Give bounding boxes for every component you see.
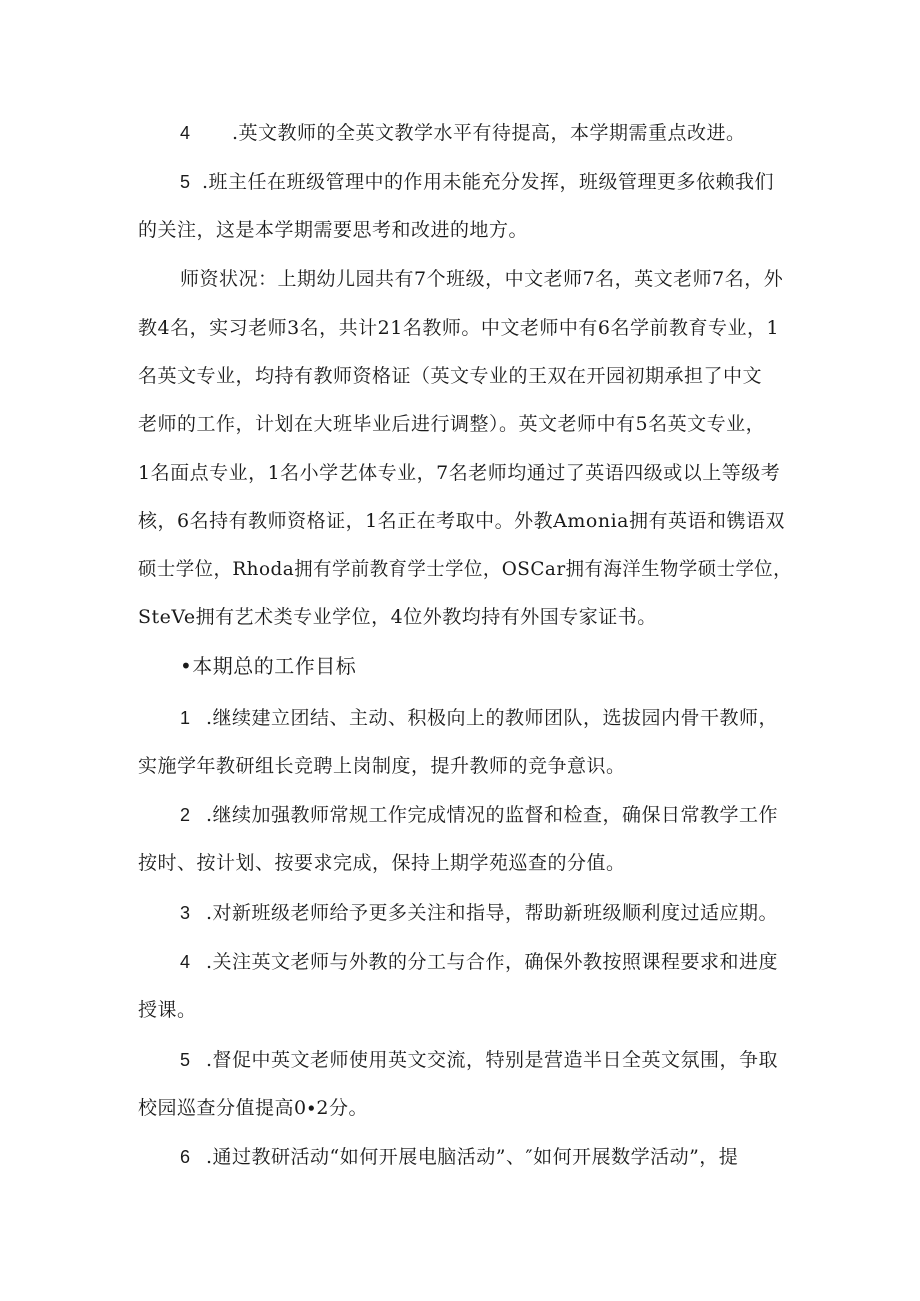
goal-item-1 (180, 706, 778, 730)
staff-paragraph-line: 教4名，实习老师3名，共计21名教师。中文老师中有6名学前教育专业，1 (138, 317, 780, 339)
staff-paragraph-line: 核，6名持有教师资格证，1名正在考取中。外教Amonia拥有英语和镌语双 (138, 510, 785, 532)
goal-item-5 (180, 1048, 778, 1072)
goal-item-4-continuation (138, 998, 197, 1022)
goal-item-3 (180, 901, 778, 925)
goal-number: 6 (180, 1147, 191, 1167)
goal-number: 1 (180, 708, 191, 728)
list-item-5 (180, 170, 774, 194)
goal-number: 2 (180, 805, 191, 825)
goal-item-5-continuation (138, 1096, 368, 1120)
goal-item-2-continuation (138, 851, 626, 875)
goal-item-1-continuation (138, 754, 626, 778)
list-item-text: 的关注，这是本学期需要思考和改进的地方。 (138, 219, 529, 241)
goal-item-6 (180, 1145, 738, 1169)
staff-paragraph-line: 硕士学位，Rhoda拥有学前教育学士学位，OSCar拥有海洋生物学硕士学位， (138, 558, 793, 580)
list-item-5-continuation (138, 218, 528, 242)
goal-text: 授课。 (138, 999, 197, 1021)
staff-paragraph-line: SteVe拥有艺术类专业学位，4位外教均持有外国专家证书。 (138, 606, 657, 628)
staff-paragraph-line: 师资状况：上期幼儿园共有7个班级，中文老师7名，英文老师7名，外 (180, 268, 784, 290)
staff-paragraph-line: 名英文专业，均持有教师资格证（英文专业的王双在开园初期承担了中文 (138, 365, 763, 387)
goal-text: .继续建立团结、主动、积极向上的教师团队，选拔园内骨干教师， (206, 707, 779, 729)
goal-text: .督促中英文老师使用英文交流，特别是营造半日全英文氛围，争取 (206, 1049, 779, 1071)
goal-text: .继续加强教师常规工作完成情况的监督和检查，确保日常教学工作 (206, 804, 779, 826)
list-item-text: .英文教师的全英文教学水平有待提高，本学期需重点改进。 (232, 122, 746, 144)
list-item-number: 4 (180, 123, 191, 143)
staff-paragraph-line: 老师的工作，计划在大班毕业后进行调整）。英文老师中有5名英文专业， (138, 413, 766, 435)
goal-number: 3 (180, 903, 191, 923)
goal-number: 5 (180, 1050, 191, 1070)
list-item-text: .班主任在班级管理中的作用未能充分发挥，班级管理更多依赖我们 (202, 171, 775, 193)
goal-text: .对新班级老师给予更多关注和指导，帮助新班级顺利度过适应期。 (206, 902, 779, 924)
goal-item-2 (180, 803, 778, 827)
goal-text: .通过教研活动“如何开展电脑活动”、″如何开展数学活动”，提 (206, 1146, 739, 1168)
goal-text: 实施学年教研组长竞聘上岗制度，提升教师的竞争意识。 (138, 755, 626, 777)
section-heading: •本期总的工作目标 (180, 654, 357, 678)
list-item-number: 5 (180, 172, 191, 192)
goal-text: .关注英文老师与外教的分工与合作，确保外教按照课程要求和进度 (206, 951, 779, 973)
goal-item-4 (180, 950, 778, 974)
goal-text: 按时、按计划、按要求完成，保持上期学苑巡查的分值。 (138, 852, 626, 874)
list-item-4 (180, 121, 746, 145)
goal-text: 校园巡查分值提高0∙2分。 (138, 1097, 368, 1119)
staff-paragraph-line: 1名面点专业，1名小学艺体专业，7名老师均通过了英语四级或以上等级考 (138, 462, 781, 484)
goal-number: 4 (180, 952, 191, 972)
